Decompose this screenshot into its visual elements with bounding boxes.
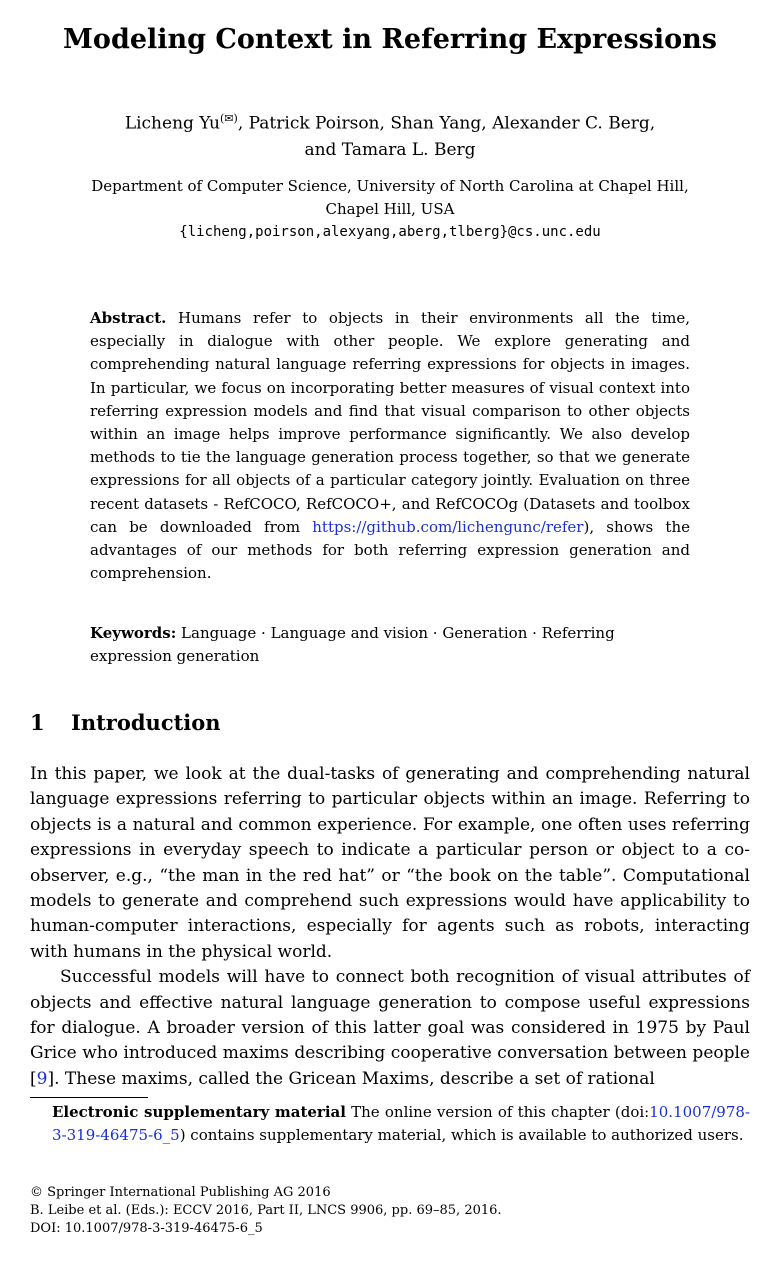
footnote-text-end: ) contains supplementary material, which is available to authorized users. <box>179 1126 744 1144</box>
author-names-rest: , Patrick Poirson, Shan Yang, Alexander C. Berg, <box>237 113 656 134</box>
intro-paragraph-2 <box>30 965 750 1092</box>
doi-link[interactable]: 10.1007/978-3-319-46475-6_5 <box>52 1103 750 1144</box>
keywords-label: Keywords: <box>90 624 177 642</box>
affiliation-line-2: Chapel Hill, USA <box>325 200 455 218</box>
citation-link[interactable]: 9 <box>36 1068 48 1089</box>
citation-line: B. Leibe et al. (Eds.): ECCV 2016, Part II, LNCS 9906, pp. 69–85, 2016. <box>30 1203 502 1218</box>
introduction-body <box>30 762 750 1092</box>
dataset-link[interactable]: https://github.com/lichengunc/refer <box>312 517 584 536</box>
abstract-text: Humans refer to objects in their environments all the time, especially in dialogue with other people. We explore generating and comprehending natural language referring expressions for objects in images. In particular, we focus on incorporating better measures of visual context into referring expression models and find that visual comparison to other objects within an image helps improve performance significantly. We also develop methods to tie the language generation process together, so that we generate expressions for all objects of a particular category jointly. Evaluation on three recent datasets - RefCOCO, RefCOCO+, and RefCOCOg (Datasets and toolbox can be downloaded from <box>90 309 690 536</box>
intro-paragraph-2-text: Successful models will have to connect both recognition of visual attributes of objects and effective natural language generation to compose useful expressions for dialogue. A broader version of this latter goal was considered in 1975 by Paul Grice who introduced maxims describing cooperative conversation between people [ <box>30 967 750 1089</box>
keywords <box>90 622 690 668</box>
supplementary-footnote <box>52 1101 750 1147</box>
abstract-text-end: ), shows the advantages of our methods for both referring expression generation and comprehension. <box>90 517 690 583</box>
corresponding-author-mark: (✉) <box>220 112 238 125</box>
doi-line: DOI: 10.1007/978-3-319-46475-6_5 <box>30 1221 263 1236</box>
paper-title: Modeling Context in Referring Expressions <box>63 24 717 55</box>
author-line-1 <box>60 106 720 137</box>
footnote-label: Electronic supplementary material <box>52 1103 346 1121</box>
footnote-text: The online version of this chapter (doi: <box>345 1103 650 1121</box>
keywords-text: Language · Language and vision · Generation · Referring expression generation <box>90 624 615 665</box>
footnote-divider <box>30 1097 148 1098</box>
section-heading <box>30 710 221 735</box>
author-line-2: and Tamara L. Berg <box>304 139 476 160</box>
affiliation <box>30 175 750 244</box>
abstract-label: Abstract. <box>90 309 167 327</box>
intro-paragraph-2-end: ]. These maxims, called the Gricean Maxims, describe a set of rational <box>47 1068 655 1089</box>
affiliation-line-1: Department of Computer Science, University of North Carolina at Chapel Hill, <box>91 177 689 195</box>
intro-paragraph-1: In this paper, we look at the dual-tasks of generating and comprehending natural language expressions referring to particular objects within an image. Referring to objects is a natural and common experience. For example, one often uses referring expressions in everyday speech to indicate a particular person or object to a co-observer, e.g., “the man in the red hat” or “the book on the table”. Computational models to generate and comprehend such expressions would have applicability to human-computer interactions, especially for agents such as robots, interacting with humans in the physical world. <box>30 764 750 962</box>
author-emails: {licheng,poirson,alexyang,aberg,tlberg}@cs.unc.edu <box>179 224 601 240</box>
copyright-block <box>30 1184 750 1238</box>
section-number: 1 <box>30 710 45 735</box>
section-title: Introduction <box>71 710 221 735</box>
abstract <box>90 307 690 585</box>
author-name-corresponding: Licheng Yu <box>124 113 220 134</box>
copyright-line: © Springer International Publishing AG 2016 <box>30 1185 331 1200</box>
author-list <box>60 106 720 163</box>
